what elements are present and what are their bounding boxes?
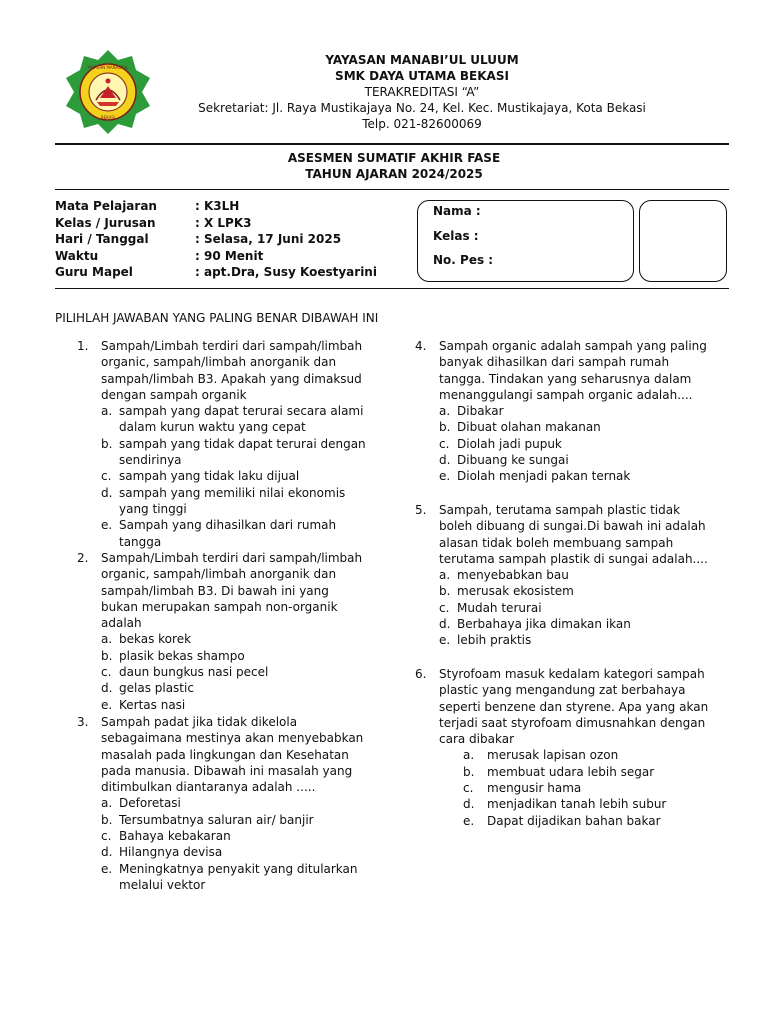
option: b. plasik bekas shampo [101, 648, 245, 663]
school-address: Sekretariat: Jl. Raya Mustikajaya No. 24, Kel. Kec. Mustikajaya, Kota Bekasi [198, 101, 646, 115]
info-divider [55, 288, 729, 289]
option: e. Meningkatnya penyakit yang ditularkan melalui vektor [101, 861, 358, 892]
accreditation: TERAKREDITASI “A” [364, 85, 480, 99]
info-row: Waktu : 90 Menit [55, 248, 264, 263]
option: d. gelas plastic [101, 681, 194, 696]
header-divider [55, 143, 729, 145]
name-label: Nama : [433, 204, 481, 218]
score-box [639, 200, 727, 282]
option: e. Dapat dijadikan bahan bakar [463, 813, 661, 828]
number-label: No. Pes : [433, 253, 494, 267]
option: c. Bahaya kebakaran [101, 829, 231, 844]
title-divider [55, 189, 729, 190]
option: a. merusak lapisan ozon [463, 748, 619, 763]
option: d. Dibuang ke sungai [439, 453, 569, 468]
option: d. Hilangnya devisa [101, 845, 223, 860]
foundation-name: YAYASAN MANABI’UL ULUUM [325, 53, 519, 67]
info-row: Kelas / Jurusan : X LPK3 [55, 215, 252, 230]
question-3: 3. Sampah padat jika tidak dikelola sebagaimana mestinya akan menyebabkan masalah pada lingkungan dan Kesehatan pada manusia. Dibawah ini masalah yang ditimbulkan diantaranya adalah ..... a. Deforetasi b. Tersumbatnya saluran air/ banjir c. Bahaya kebakaran d. Hilangnya devisa e. Meningkatnya penyakit yang ditularkan melalui vektor [77, 714, 369, 893]
option: e. lebih praktis [439, 633, 532, 648]
option: a. menyebabkan bau [439, 568, 569, 583]
option: b. Dibuat olahan makanan [439, 420, 601, 435]
option: d. sampah yang memiliki nilai ekonomis yang tinggi [101, 485, 346, 516]
instruction: PILIHLAH JAWABAN YANG PALING BENAR DIBAWAH INI [55, 311, 379, 325]
exam-info [55, 199, 377, 282]
option: b. merusak ekosistem [439, 584, 574, 599]
question-6: 6. Styrofoam masuk kedalam kategori sampah plastic yang mengandung zat berbahaya seperti benzene dan styrene. Apa yang akan terjadi saat styrofoam dimusnahkan dengan cara dibakar a. merusak lapisan ozon b. membuat udara lebih segar c. mengusir hama d. menjadikan tanah lebih subur e. Dapat dijadikan bahan bakar [415, 666, 715, 829]
option: c. sampah yang tidak laku dijual [101, 469, 300, 484]
question-4: 4. Sampah organic adalah sampah yang paling banyak dihasilkan dari sampah rumah tangga. Tindakan yang seharusnya dalam menanggulangi sampah organic adalah.... a. Dibakar b. Dibuat olahan makanan c. Diolah jadi pupuk d. Dibuang ke sungai e. Diolah menjadi pakan ternak [415, 338, 715, 485]
option: a. Deforetasi [101, 796, 181, 811]
option: c. Diolah jadi pupuk [439, 436, 562, 451]
option: a. sampah yang dapat terurai secara alami dalam kurun waktu yang cepat [101, 404, 364, 435]
question-5: 5. Sampah, terutama sampah plastic tidak boleh dibuang di sungai.Di bawah ini adalah alasan tidak boleh membuang sampah terutama sampah plastik di sungai adalah.... a. menyebabkan bau b. merusak ekosistem c. Mudah terurai d. Berbahaya jika dimakan ikan e. lebih praktis [415, 502, 715, 649]
question-2: 2. Sampah/Limbah terdiri dari sampah/limbah organic, sampah/limbah anorganik dan sampah/limbah B3. Di bawah ini yang bukan merupakan sampah non-organik adalah a. bekas korek b. plasik bekas shampo c. daun bungkus nasi pecel d. gelas plastic e. Kertas nasi [77, 550, 369, 713]
option: b. Tersumbatnya saluran air/ banjir [101, 812, 314, 827]
option: a. Dibakar [439, 404, 504, 419]
class-label: Kelas : [433, 229, 479, 243]
exam-year: TAHUN AJARAN 2024/2025 [305, 167, 483, 181]
info-row: Guru Mapel : apt.Dra, Susy Koestyarini [55, 265, 377, 279]
school-phone: Telp. 021-82600069 [362, 117, 482, 131]
option: b. sampah yang tidak dapat terurai dengan sendirinya [101, 436, 366, 468]
exam-title: ASESMEN SUMATIF AKHIR FASE [287, 151, 501, 165]
svg-text:BEKASI: BEKASI [100, 115, 116, 120]
option: e. Kertas nasi [101, 697, 186, 712]
info-row: Mata Pelajaran : K3LH [55, 199, 240, 213]
question-1: 1. Sampah/Limbah terdiri dari sampah/limbah organic, sampah/limbah anorganik dan sampah/limbah B3. Apakah yang dimaksud dengan sampah organik a. sampah yang dapat terurai secara alami dalam kurun waktu yang cepat b. sampah yang tidak dapat terurai dengan sendirinya c. sampah yang tidak laku dijual d. sampah yang memiliki nilai ekonomis yang tinggi e. Sampah yang dihasilkan dari rumah tangga [77, 338, 369, 550]
option: d. Berbahaya jika dimakan ikan [439, 617, 631, 632]
option: b. membuat udara lebih segar [463, 764, 655, 779]
option: c. mengusir hama [463, 781, 582, 796]
option: c. daun bungkus nasi pecel [101, 665, 269, 680]
svg-text:YAYASAN MANABI'UL: YAYASAN MANABI'UL [87, 65, 129, 70]
option: a. bekas korek [101, 632, 192, 647]
option: d. menjadikan tanah lebih subur [463, 797, 667, 812]
info-row: Hari / Tanggal : Selasa, 17 Juni 2025 [55, 232, 342, 246]
option: e. Diolah menjadi pakan ternak [439, 469, 631, 484]
option: e. Sampah yang dihasilkan dari rumah tangga [101, 518, 337, 549]
school-name: SMK DAYA UTAMA BEKASI [335, 69, 509, 83]
option: c. Mudah terurai [439, 600, 542, 615]
